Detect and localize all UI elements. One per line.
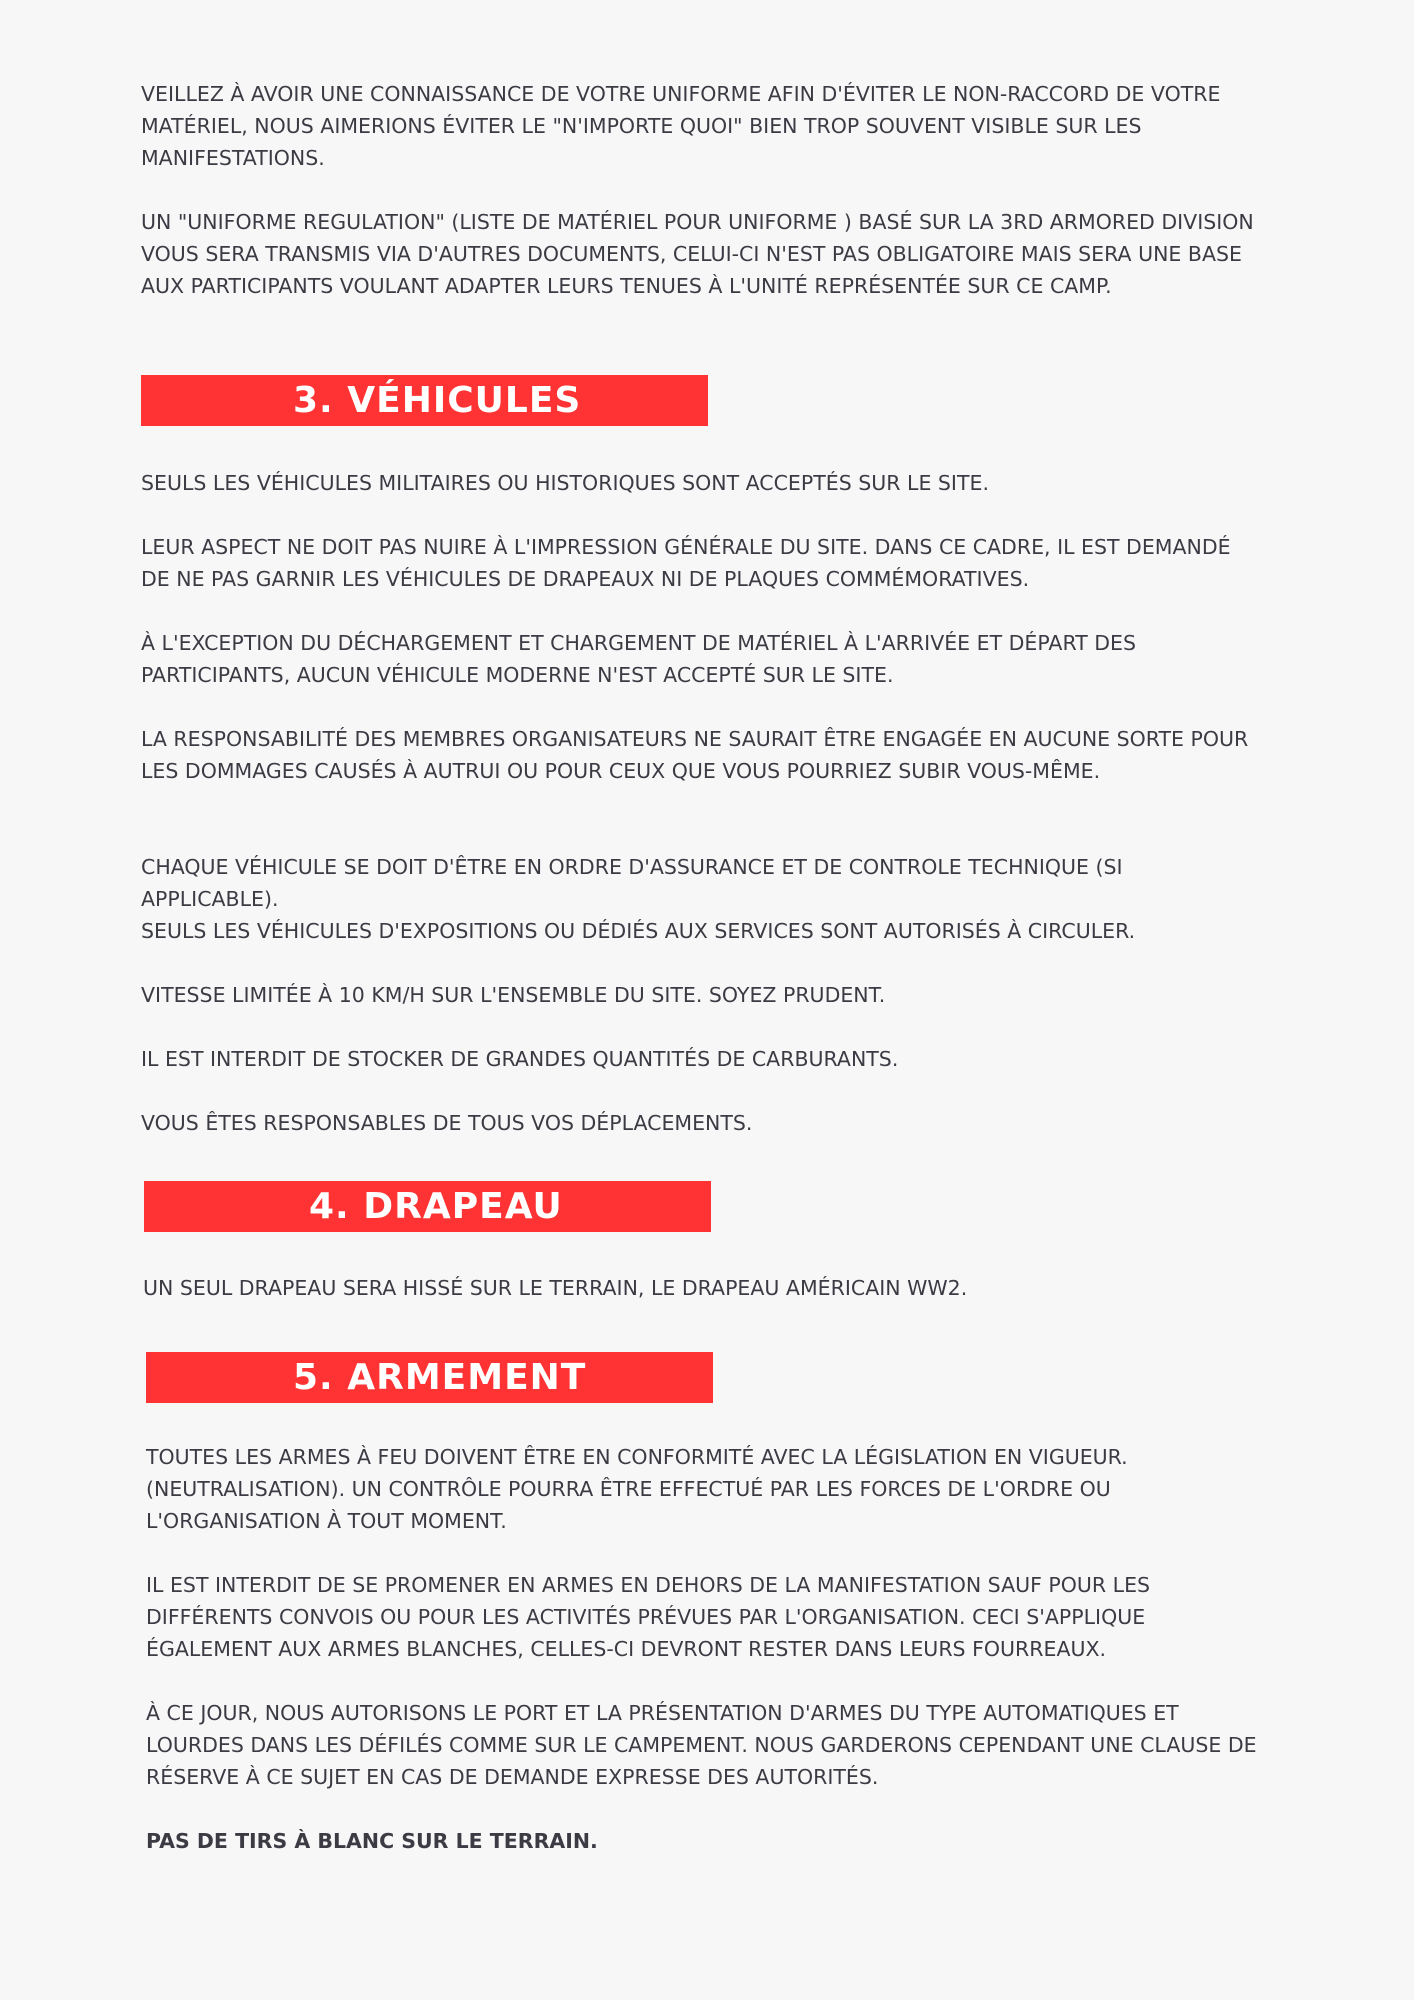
armement-text-1: TOUTES LES ARMES À FEU DOIVENT ÊTRE EN CONFORMITÉ AVEC LA LÉGISLATION EN VIGUEUR. (NEUTRALISATION). UN CONTRÔLE POURRA ÊTRE EFFECTUÉ PAR LES FORCES DE L'ORDRE OU L'ORGANISATION À TOUT MOMENT. (146, 1445, 1128, 1533)
armement-text-2: IL EST INTERDIT DE SE PROMENER EN ARMES EN DEHORS DE LA MANIFESTATION SAUF POUR LES DIFFÉRENTS CONVOIS OU POUR LES ACTIVITÉS PRÉVUES PAR L'ORGANISATION. CECI S'APPLIQUE ÉGALEMENT AUX ARMES BLANCHES, CELLES-CI DEVRONT RESTER DANS LEURS FOURREAUX. (146, 1573, 1151, 1661)
vehicules-text-7: IL EST INTERDIT DE STOCKER DE GRANDES QUANTITÉS DE CARBURANTS. (141, 1047, 899, 1071)
section-heading-armement (146, 1352, 713, 1403)
armement-paragraph-1 (146, 1441, 1266, 1537)
section-heading-drapeau (144, 1181, 711, 1232)
section-heading-vehicules-label: 3. VÉHICULES (293, 380, 582, 421)
armement-paragraph-2 (146, 1569, 1266, 1665)
vehicules-text-1: SEULS LES VÉHICULES MILITAIRES OU HISTORIQUES SONT ACCEPTÉS SUR LE SITE. (141, 471, 989, 495)
vehicules-text-5b: SEULS LES VÉHICULES D'EXPOSITIONS OU DÉDIÉS AUX SERVICES SONT AUTORISÉS À CIRCULER. (141, 919, 1136, 943)
section-heading-drapeau-label: 4. DRAPEAU (309, 1186, 563, 1227)
vehicules-paragraph-3 (141, 627, 1261, 691)
vehicules-paragraph-5 (141, 851, 1261, 947)
armement-paragraph-3 (146, 1697, 1266, 1793)
vehicules-paragraph-7 (141, 1043, 1261, 1075)
intro-text-1: VEILLEZ À AVOIR UNE CONNAISSANCE DE VOTRE UNIFORME AFIN D'ÉVITER LE NON-RACCORD DE VOTRE MATÉRIEL, NOUS AIMERIONS ÉVITER LE "N'IMPORTE QUOI" BIEN TROP SOUVENT VISIBLE SUR LES MANIFESTATIONS. (141, 82, 1221, 170)
vehicules-paragraph-6 (141, 979, 1261, 1011)
drapeau-text-1: UN SEUL DRAPEAU SERA HISSÉ SUR LE TERRAIN, LE DRAPEAU AMÉRICAIN WW2. (143, 1276, 968, 1300)
armement-paragraph-4 (146, 1825, 1266, 1857)
armement-text-3: À CE JOUR, NOUS AUTORISONS LE PORT ET LA PRÉSENTATION D'ARMES DU TYPE AUTOMATIQUES ET LOURDES DANS LES DÉFILÉS COMME SUR LE CAMPEMENT. NOUS GARDERONS CEPENDANT UNE CLAUSE DE RÉSERVE À CE SUJET EN CAS DE DEMANDE EXPRESSE DES AUTORITÉS. (146, 1701, 1257, 1789)
vehicules-paragraph-4 (141, 723, 1261, 787)
vehicules-paragraph-1 (141, 467, 1261, 499)
vehicules-text-3: À L'EXCEPTION DU DÉCHARGEMENT ET CHARGEMENT DE MATÉRIEL À L'ARRIVÉE ET DÉPART DES PARTICIPANTS, AUCUN VÉHICULE MODERNE N'EST ACCEPTÉ SUR LE SITE. (141, 631, 1136, 687)
vehicules-paragraph-8 (141, 1107, 1261, 1139)
drapeau-paragraph-1 (143, 1272, 1263, 1304)
vehicules-paragraph-2 (141, 531, 1261, 595)
armement-text-4: PAS DE TIRS À BLANC SUR LE TERRAIN. (146, 1829, 598, 1853)
section-heading-armement-label: 5. ARMEMENT (293, 1357, 587, 1398)
vehicules-text-2: LEUR ASPECT NE DOIT PAS NUIRE À L'IMPRESSION GÉNÉRALE DU SITE. DANS CE CADRE, IL EST DEMANDÉ DE NE PAS GARNIR LES VÉHICULES DE DRAPEAUX NI DE PLAQUES COMMÉMORATIVES. (141, 535, 1231, 591)
section-heading-vehicules (141, 375, 708, 426)
intro-paragraph-2 (141, 206, 1261, 302)
intro-paragraph-1 (141, 78, 1261, 174)
vehicules-text-4: LA RESPONSABILITÉ DES MEMBRES ORGANISATEURS NE SAURAIT ÊTRE ENGAGÉE EN AUCUNE SORTE POUR LES DOMMAGES CAUSÉS À AUTRUI OU POUR CEUX QUE VOUS POURRIEZ SUBIR VOUS-MÊME. (141, 727, 1249, 783)
vehicules-text-8: VOUS ÊTES RESPONSABLES DE TOUS VOS DÉPLACEMENTS. (141, 1111, 753, 1135)
intro-text-2: UN "UNIFORME REGULATION" (LISTE DE MATÉRIEL POUR UNIFORME ) BASÉ SUR LA 3RD ARMORED DIVISION VOUS SERA TRANSMIS VIA D'AUTRES DOCUMENTS, CELUI-CI N'EST PAS OBLIGATOIRE MAIS SERA UNE BASE AUX PARTICIPANTS VOULANT ADAPTER LEURS TENUES À L'UNITÉ REPRÉSENTÉE SUR CE CAMP. (141, 210, 1254, 298)
vehicules-text-6: VITESSE LIMITÉE À 10 KM/H SUR L'ENSEMBLE DU SITE. SOYEZ PRUDENT. (141, 983, 886, 1007)
vehicules-text-5a: CHAQUE VÉHICULE SE DOIT D'ÊTRE EN ORDRE D'ASSURANCE ET DE CONTROLE TECHNIQUE (SI APPLICABLE). (141, 855, 1123, 911)
